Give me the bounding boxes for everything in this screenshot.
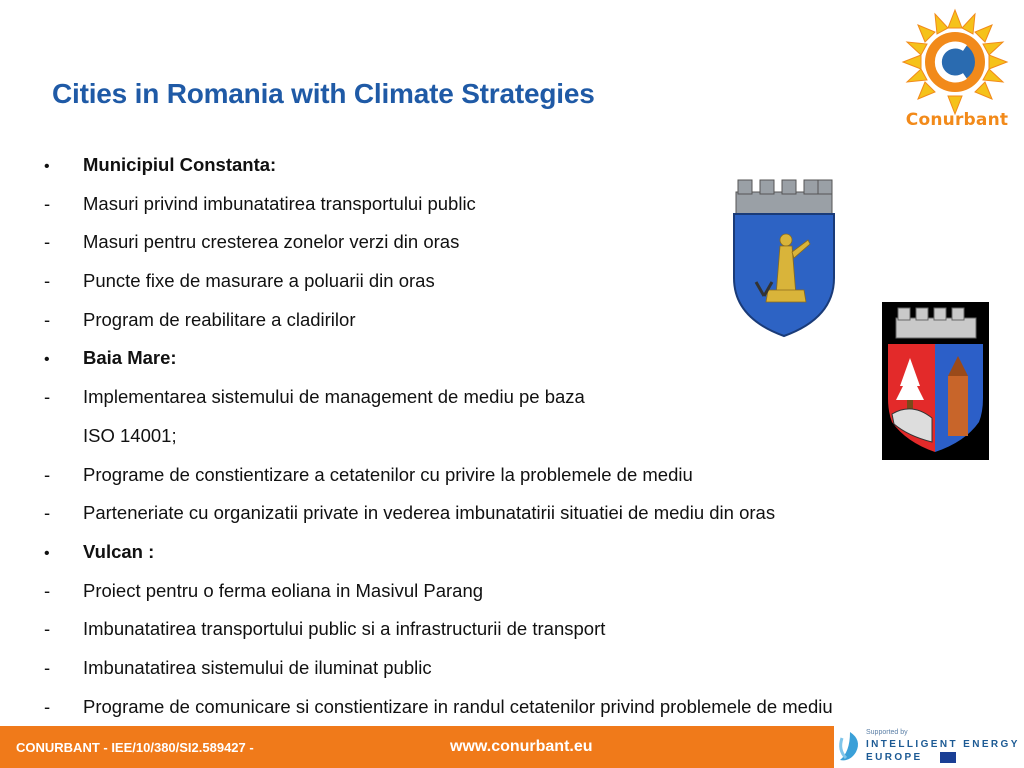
item-text: Baia Mare: — [83, 347, 177, 369]
item-text: Programe de comunicare si constientizare in randul cetatenilor privind problemele de mediu — [83, 695, 833, 717]
intelligent-energy-icon — [836, 730, 864, 764]
dash-marker: - — [44, 618, 51, 640]
item-text: Municipiul Constanta: — [83, 154, 277, 175]
list-item — [40, 610, 920, 649]
eu-flag-icon — [940, 752, 956, 763]
dash-marker: - — [44, 579, 51, 601]
dash-marker: - — [44, 192, 51, 214]
bullet-marker: • — [44, 351, 50, 369]
item-text: Parteneriate cu organizatii private in vederea imbunatatirii situatiei de mediu din oras — [83, 502, 776, 524]
item-text: Implementarea sistemului de management de mediu pe baza — [83, 386, 585, 408]
slide-title: Cities in Romania with Climate Strategies — [52, 78, 595, 109]
project-reference: CONURBANT - IEE/10/380/SI2.589427 - — [16, 740, 254, 755]
bullet-marker: • — [44, 158, 50, 175]
list-item — [40, 494, 920, 533]
item-text: Puncte fixe de masurare a poluarii din oras — [83, 270, 435, 292]
item-text: Imbunatatirea sistemului de iluminat public — [83, 656, 432, 678]
logo-wordmark: Conurbant — [905, 110, 1009, 130]
program-name-line1: INTELLIGENT ENERGY — [866, 739, 1020, 750]
supported-by-label: Supported by — [866, 729, 908, 736]
list-item — [40, 688, 920, 727]
dash-marker: - — [44, 695, 51, 717]
baia-mare-coat-of-arms-icon — [882, 302, 989, 460]
list-item — [40, 378, 920, 417]
item-text: Vulcan : — [83, 540, 155, 562]
program-name-line2: EUROPE — [866, 752, 923, 763]
item-text: ISO 14001; — [83, 424, 177, 446]
item-text: Masuri pentru cresterea zonelor verzi din oras — [83, 231, 460, 253]
item-text: Program de reabilitare a cladirilor — [83, 308, 356, 330]
constanta-coat-of-arms-icon — [728, 178, 840, 338]
list-item — [40, 572, 920, 611]
dash-marker: - — [44, 656, 51, 678]
dash-marker: - — [44, 463, 51, 485]
section-heading — [40, 339, 920, 378]
dash-marker: - — [44, 270, 51, 292]
list-item — [40, 456, 920, 495]
item-text: Programe de constientizare a cetatenilor cu privire la problemele de mediu — [83, 463, 693, 485]
dash-marker: - — [44, 502, 51, 524]
item-text: Proiect pentru o ferma eoliana in Masivul Parang — [83, 579, 484, 601]
item-text: Masuri privind imbunatatirea transportului public — [83, 192, 476, 214]
section-heading — [40, 533, 920, 572]
website-link[interactable]: www.conurbant.eu — [450, 738, 593, 755]
bullet-marker: • — [44, 544, 50, 562]
list-item — [40, 649, 920, 688]
dash-marker: - — [44, 231, 51, 253]
list-item — [40, 417, 920, 456]
dash-marker: - — [44, 308, 51, 330]
dash-marker: - — [44, 386, 51, 408]
item-text: Imbunatatirea transportului public si a infrastructurii de transport — [83, 618, 606, 640]
